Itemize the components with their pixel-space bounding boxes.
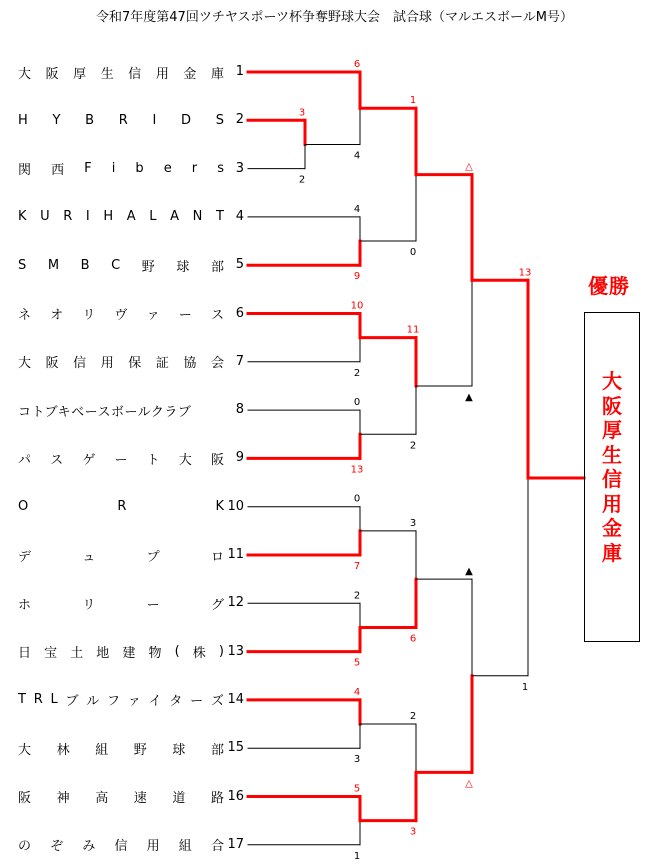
- team-number: 9: [235, 450, 244, 466]
- match-score-bottom: 1: [521, 681, 529, 693]
- tournament-title: 令和7年度第47回ツチヤスポーツ杯争奪野球大会 試合球（マルエスボールM号）: [96, 10, 573, 25]
- match-score-bottom: 4: [353, 150, 361, 162]
- team-number: 7: [235, 353, 244, 369]
- team-name: 阪 神 高 速 道 路: [18, 791, 224, 806]
- team-number: 2: [235, 112, 244, 128]
- match-score-top: 0: [353, 397, 361, 409]
- team-name: デ ュ プ ロ: [18, 549, 224, 565]
- team-number: 6: [235, 305, 244, 321]
- team-number: 13: [227, 643, 244, 659]
- team-name: ネ オ リ ヴ ァ ー ス: [18, 308, 224, 323]
- match-score-bottom: 9: [353, 271, 361, 283]
- champion-label: 優勝: [588, 274, 630, 298]
- team-number: 4: [235, 208, 244, 224]
- team-number: 16: [227, 788, 244, 804]
- match-score-bottom: ▲: [465, 391, 473, 403]
- team-number: 5: [235, 257, 244, 273]
- team-name: の ぞ み 信 用 組 合: [18, 839, 224, 855]
- match-score-top: 13: [518, 267, 532, 279]
- team-name: 日 宝 土 地 建 物 ( 株 ): [18, 644, 224, 662]
- team-number: 3: [235, 160, 244, 176]
- match-score-bottom: 5: [353, 657, 361, 669]
- match-score-bottom: 2: [409, 440, 417, 452]
- team-number: 10: [227, 498, 244, 514]
- match-score-top: 0: [353, 493, 361, 505]
- match-score-bottom: 6: [409, 633, 417, 645]
- match-score-bottom: △: [465, 778, 473, 790]
- match-score-top: 3: [298, 107, 306, 119]
- team-name: 関 西 F i b e r s: [18, 161, 224, 179]
- match-score-top: 11: [406, 324, 420, 336]
- team-name: 大 林 組 野 球 部: [18, 742, 224, 758]
- team-name: コトブキベースボールクラブ: [18, 404, 192, 420]
- match-score-bottom: 0: [409, 247, 417, 259]
- team-number: 12: [227, 595, 244, 611]
- team-name: S M B C 野 球 部: [18, 257, 224, 275]
- champion-name: 大 阪 厚 生 信 用 金 庫: [602, 369, 622, 565]
- match-score-bottom: 1: [353, 850, 361, 862]
- team-name: K U R I H A L A N T: [18, 209, 224, 225]
- team-name: パ ス ゲ ー ト 大 阪: [18, 452, 224, 468]
- team-name: 大 阪 厚 生 信 用 金 庫: [18, 66, 224, 82]
- match-score-top: 4: [353, 686, 361, 698]
- team-number: 11: [227, 547, 244, 562]
- team-number: 14: [227, 691, 244, 707]
- team-number: 17: [227, 836, 244, 852]
- team-number: 15: [227, 740, 244, 756]
- match-score-top: 10: [350, 300, 364, 312]
- team-name: 大 阪 信 用 保 証 協 会: [18, 356, 224, 372]
- champion-box: [584, 312, 640, 642]
- team-name: H Y B R I D S: [18, 112, 224, 128]
- match-score-top: 3: [409, 517, 417, 529]
- match-score-bottom: 3: [409, 826, 417, 838]
- team-name: O R K: [18, 499, 224, 515]
- team-name: T R L ブ ル フ ァ イ タ ー ズ: [18, 692, 224, 710]
- match-score-bottom: 13: [350, 464, 364, 476]
- team-name: ホ リ ー グ: [18, 597, 224, 613]
- match-score-top: △: [465, 161, 473, 173]
- match-score-top: 6: [353, 59, 361, 70]
- match-score-top: 2: [353, 590, 361, 602]
- match-score-bottom: 3: [353, 754, 361, 766]
- match-score-bottom: 2: [353, 367, 361, 379]
- match-score-top: 2: [409, 711, 417, 723]
- team-number: 8: [235, 402, 244, 418]
- match-score-top: 4: [353, 203, 361, 215]
- team-number: 1: [235, 64, 244, 79]
- match-score-top: 5: [353, 783, 361, 795]
- match-score-top: 1: [409, 95, 417, 107]
- match-score-top: ▲: [465, 566, 473, 578]
- match-score-bottom: 2: [298, 174, 306, 186]
- match-score-bottom: 7: [353, 561, 361, 572]
